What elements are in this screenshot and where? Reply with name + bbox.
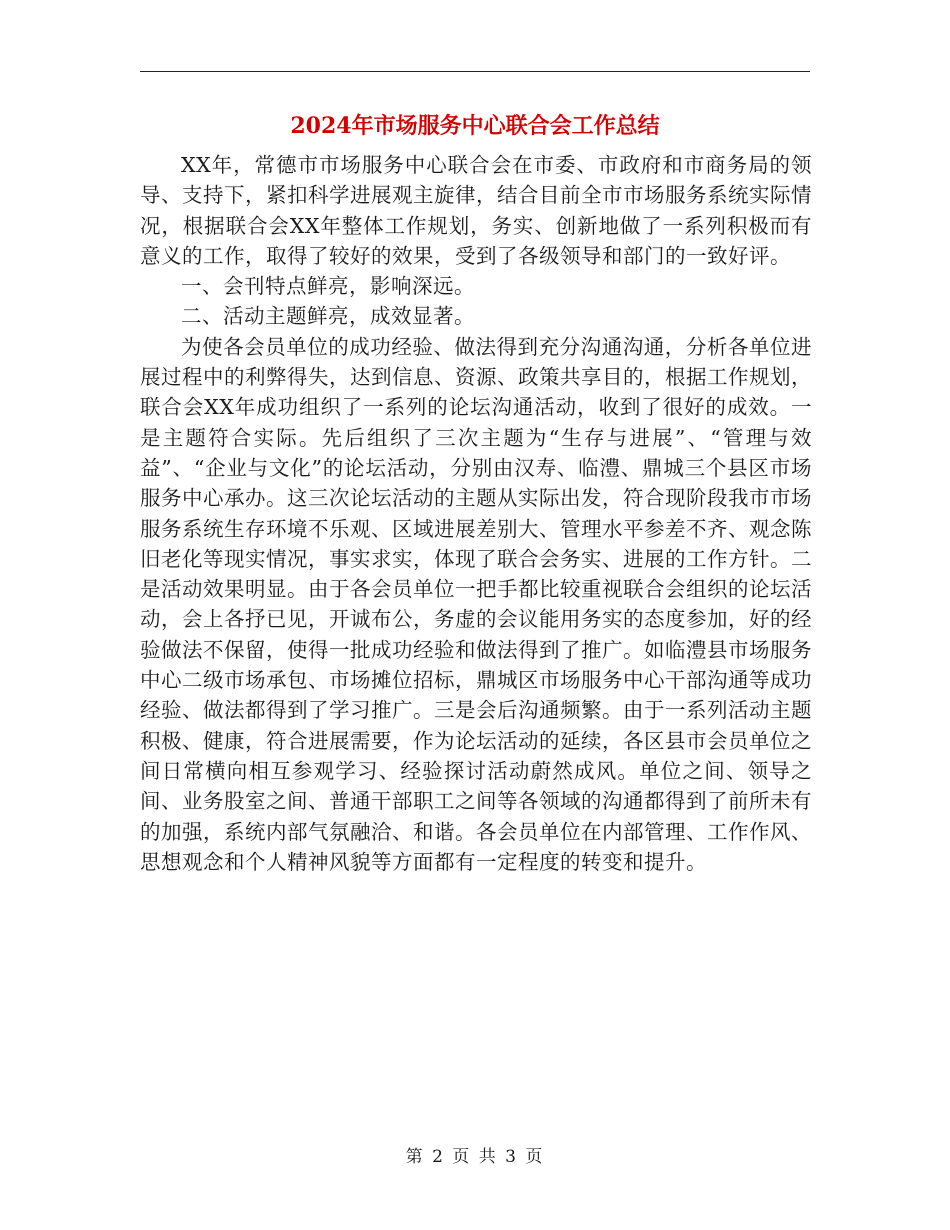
page-footer: 第 2 页 共 3 页 [405, 1147, 545, 1167]
header-rule [140, 71, 810, 72]
document-body [140, 150, 812, 877]
paragraph-section-1: 一、会刊特点鲜亮，影响深远。 [181, 274, 475, 299]
paragraph-section-2: 二、活动主题鲜亮，成效显著。 [181, 304, 475, 329]
document-title: 2024年市场服务中心联合会工作总结 [290, 113, 660, 139]
paragraph-forum-activities: 为使各会员单位的成功经验、做法得到充分沟通沟通，分析各单位进展过程中的利弊得失，达到信息、资源、政策共享目的，根据工作规划，联合会XX年成功组织了一系列的论坛沟通活动，收到了很好的成效。一是主题符合实际。先后组织了三次主题为“生存与进展”、“管理与效益”、“企业与文化”的论坛活动，分别由汉寿、临澧、鼎城三个县区市场服务中心承办。这三次论坛活动的主题从实际出发，符合现阶段我市市场服务系统生存环境不乐观、区域进展差别大、管理水平参差不齐、观念陈旧老化等现实情况，事实求实，体现了联合会务实、进展的工作方针。二是活动效果明显。由于各会员单位一把手都比较重视联合会组织的论坛活动，会上各抒已见，开诚布公，务虚的会议能用务实的态度参加，好的经验做法不保留，使得一批成功经验和做法得到了推广。如临澧县市场服务中心二级市场承包、市场摊位招标，鼎城区市场服务中心干部沟通等成功经验、做法都得到了学习推广。三是会后沟通频繁。由于一系列活动主题积极、健康，符合进展需要，作为论坛活动的延续，各区县市会员单位之间日常横向相互参观学习、经验探讨活动蔚然成风。单位之间、领导之间、业务股室之间、普通干部职工之间等各领域的沟通都得到了前所未有的加强，系统内部气氛融洽、和谐。各会员单位在内部管理、工作作风、思想观念和个人精神风貌等方面都有一定程度的转变和提升。 [140, 334, 812, 874]
paragraph-intro: XX年，常德市市场服务中心联合会在市委、市政府和市商务局的领导、支持下，紧扣科学进展观主旋律，结合目前全市市场服务系统实际情况，根据联合会XX年整体工作规划，务实、创新地做了一系列积极而有意义的工作，取得了较好的效果，受到了各级领导和部门的一致好评。 [140, 153, 812, 268]
